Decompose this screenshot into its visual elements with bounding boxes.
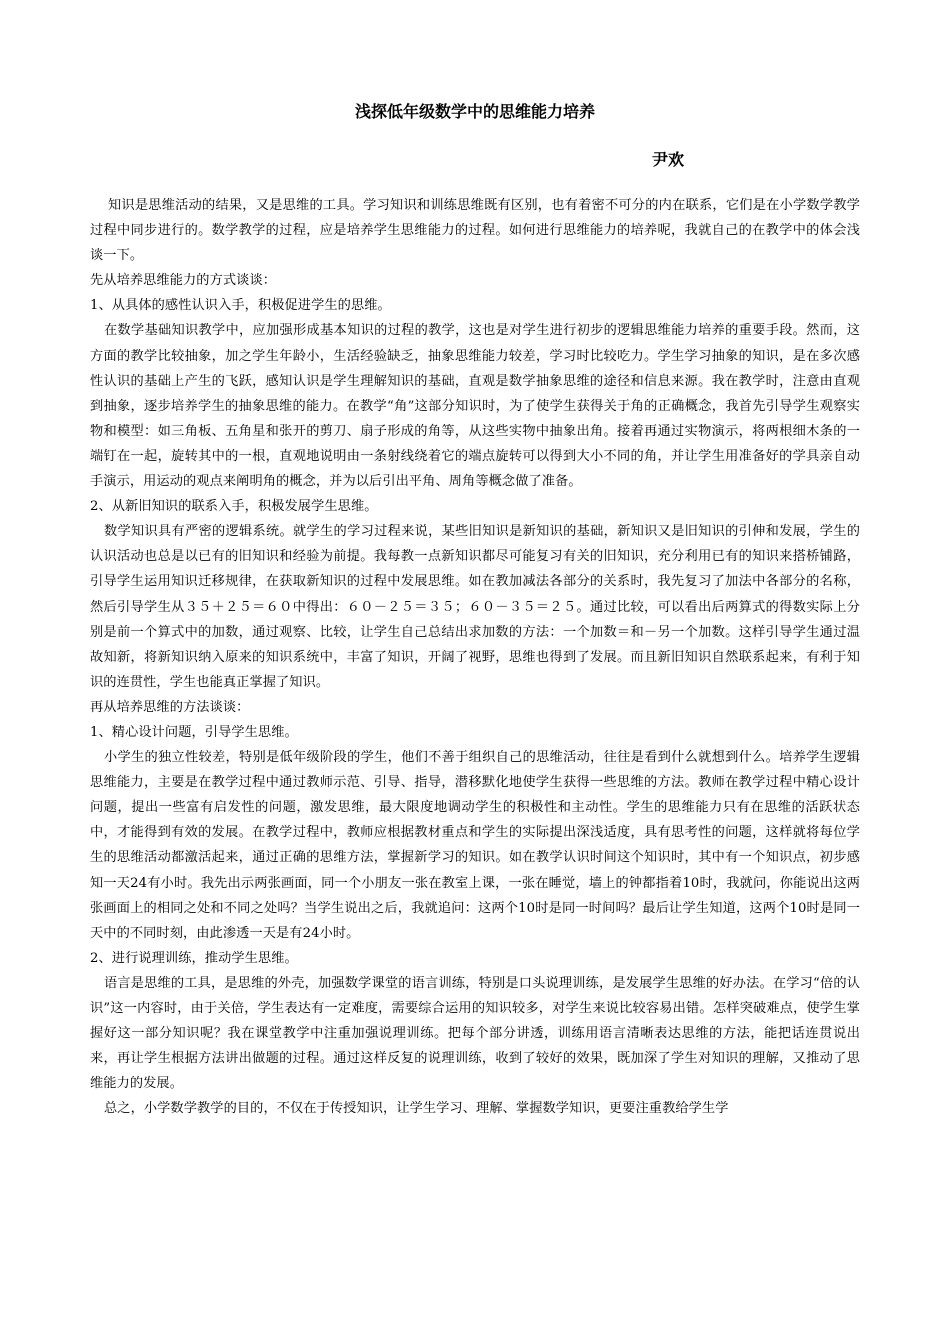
- document-title: 浅探低年级数学中的思维能力培养: [354, 102, 595, 121]
- paragraph-old-new-knowledge: 数学知识具有严密的逻辑系统。就学生的学习过程来说，某些旧知识是新知识的基础，新知识又是旧知识的引伸和发展，学生的认识活动也总是以已有的旧知识和经验为前提。我每教一点新知识都尽可能复习有关的旧知识，充分利用已有的知识来搭桥铺路，引导学生运用知识迁移规律，在获取新知识的过程中发展思维。如在教加减法各部分的关系时，我先复习了加法中各部分的名称，然后引导学生从３５＋２５＝６０中得出：６０－２５＝３５；６０－３５＝２５。通过比较，可以看出后两算式的得数实际上分别是前一个算式中的加数，通过观察、比较，让学生自己总结出求加数的方法：一个加数＝和－另一个加数。这样引导学生通过温故知新，将新知识纳入原来的知识系统中，丰富了知识，开阔了视野，思维也得到了发展。而且新旧知识自然联系起来，有利于知识的连贯性，学生也能真正掌握了知识。: [90, 524, 860, 690]
- paragraph-intro: 知识是思维活动的结果，又是思维的工具。学习知识和训练思维既有区别，也有着密不可分的内在联系，它们是在小学数学教学过程中同步进行的。数学教学的过程，应是培养学生思维能力的过程。如何进行思维能力的培养呢，我就自己的在教学中的体会浅谈一下。: [90, 198, 860, 264]
- document-body: [90, 193, 860, 1121]
- document-author: 尹欢: [652, 150, 685, 169]
- subheading-4: 2、进行说理训练，推动学生思维。: [90, 950, 298, 966]
- subheading-2: 2、从新旧知识的联系入手，积极发展学生思维。: [90, 499, 378, 515]
- paragraph-reasoning-training: 语言是思维的工具，是思维的外壳，加强数学课堂的语言训练，特别是口头说理训练，是发展学生思维的好办法。在学习“倍的认识”这一内容时，由于关倍，学生表达有一定难度，需要综合运用的知识较多，对学生来说比较容易出错。怎样突破难点，使学生掌握好这一部分知识呢？我在课堂教学中注重加强说理训练。把每个部分讲透，训练用语言清晰表达思维的方法，能把话连贯说出来，再让学生根据方法讲出做题的过程。通过这样反复的说理训练，收到了较好的效果，既加深了学生对知识的理解，又推动了思维能力的发展。: [90, 975, 860, 1092]
- section-heading-methods: 先从培养思维能力的方式谈谈：: [90, 273, 277, 289]
- paragraph-question-design: 小学生的独立性较差，特别是低年级阶段的学生，他们不善于组织自己的思维活动，往往是看到什么就想到什么。培养学生逻辑思维能力，主要是在教学过程中通过教师示范、引导、指导，潜移默化地使学生获得一些思维的方法。教师在教学过程中精心设计问题，提出一些富有启发性的问题，激发思维，最大限度地调动学生的积极性和主动性。学生的思维能力只有在思维的活跃状态中，才能得到有效的发展。在教学过程中，教师应根据教材重点和学生的实际提出深浅适度，具有思考性的问题，这样就将每位学生的思维活动都激活起来，通过正确的思维方法，掌握新学习的知识。如在教学认识时间这个知识时，其中有一个知识点，初步感知一天24有小时。我先出示两张画面，同一个小朋友一张在教室上课，一张在睡觉，墙上的钟都指着10时，我就问，你能说出这两张画面上的相同之处和不同之处吗？当学生说出之后，我就追问：这两个10时是同一时间吗？最后让学生知道，这两个10时是同一天中的不同时刻，由此渗透一天是有24小时。: [90, 750, 860, 941]
- subheading-3: 1、精心设计问题，引导学生思维。: [90, 724, 298, 740]
- subheading-1: 1、从具体的感性认识入手，积极促进学生的思维。: [90, 298, 391, 314]
- paragraph-perceptual: 在数学基础知识教学中，应加强形成基本知识的过程的教学，这也是对学生进行初步的逻辑思维能力培养的重要手段。然而，这方面的教学比较抽象，加之学生年龄小，生活经验缺乏，抽象思维能力较差，学习时比较吃力。学生学习抽象的知识，是在多次感性认识的基础上产生的飞跃，感知认识是学生理解知识的基础，直观是数学抽象思维的途径和信息来源。我在教学时，注意由直观到抽象，逐步培养学生的抽象思维的能力。在教学“角”这部分知识时，为了使学生获得关于角的正确概念，我首先引导学生观察实物和模型：如三角板、五角星和张开的剪刀、扇子形成的角等，从这些实物中抽象出角。接着再通过实物演示，将两根细木条的一端钉在一起，旋转其中的一根，直观地说明由一条射线绕着它的端点旋转可以得到大小不同的角，并让学生用准备好的学具亲自动手演示，用运动的观点来阐明角的概念，并为以后引出平角、周角等概念做了准备。: [90, 323, 860, 490]
- section-heading-approach: 再从培养思维的方法谈谈：: [90, 699, 250, 715]
- paragraph-conclusion: 总之，小学数学教学的目的，不仅在于传授知识，让学生学习、理解、掌握数学知识，更要注重教给学生学: [104, 1101, 729, 1117]
